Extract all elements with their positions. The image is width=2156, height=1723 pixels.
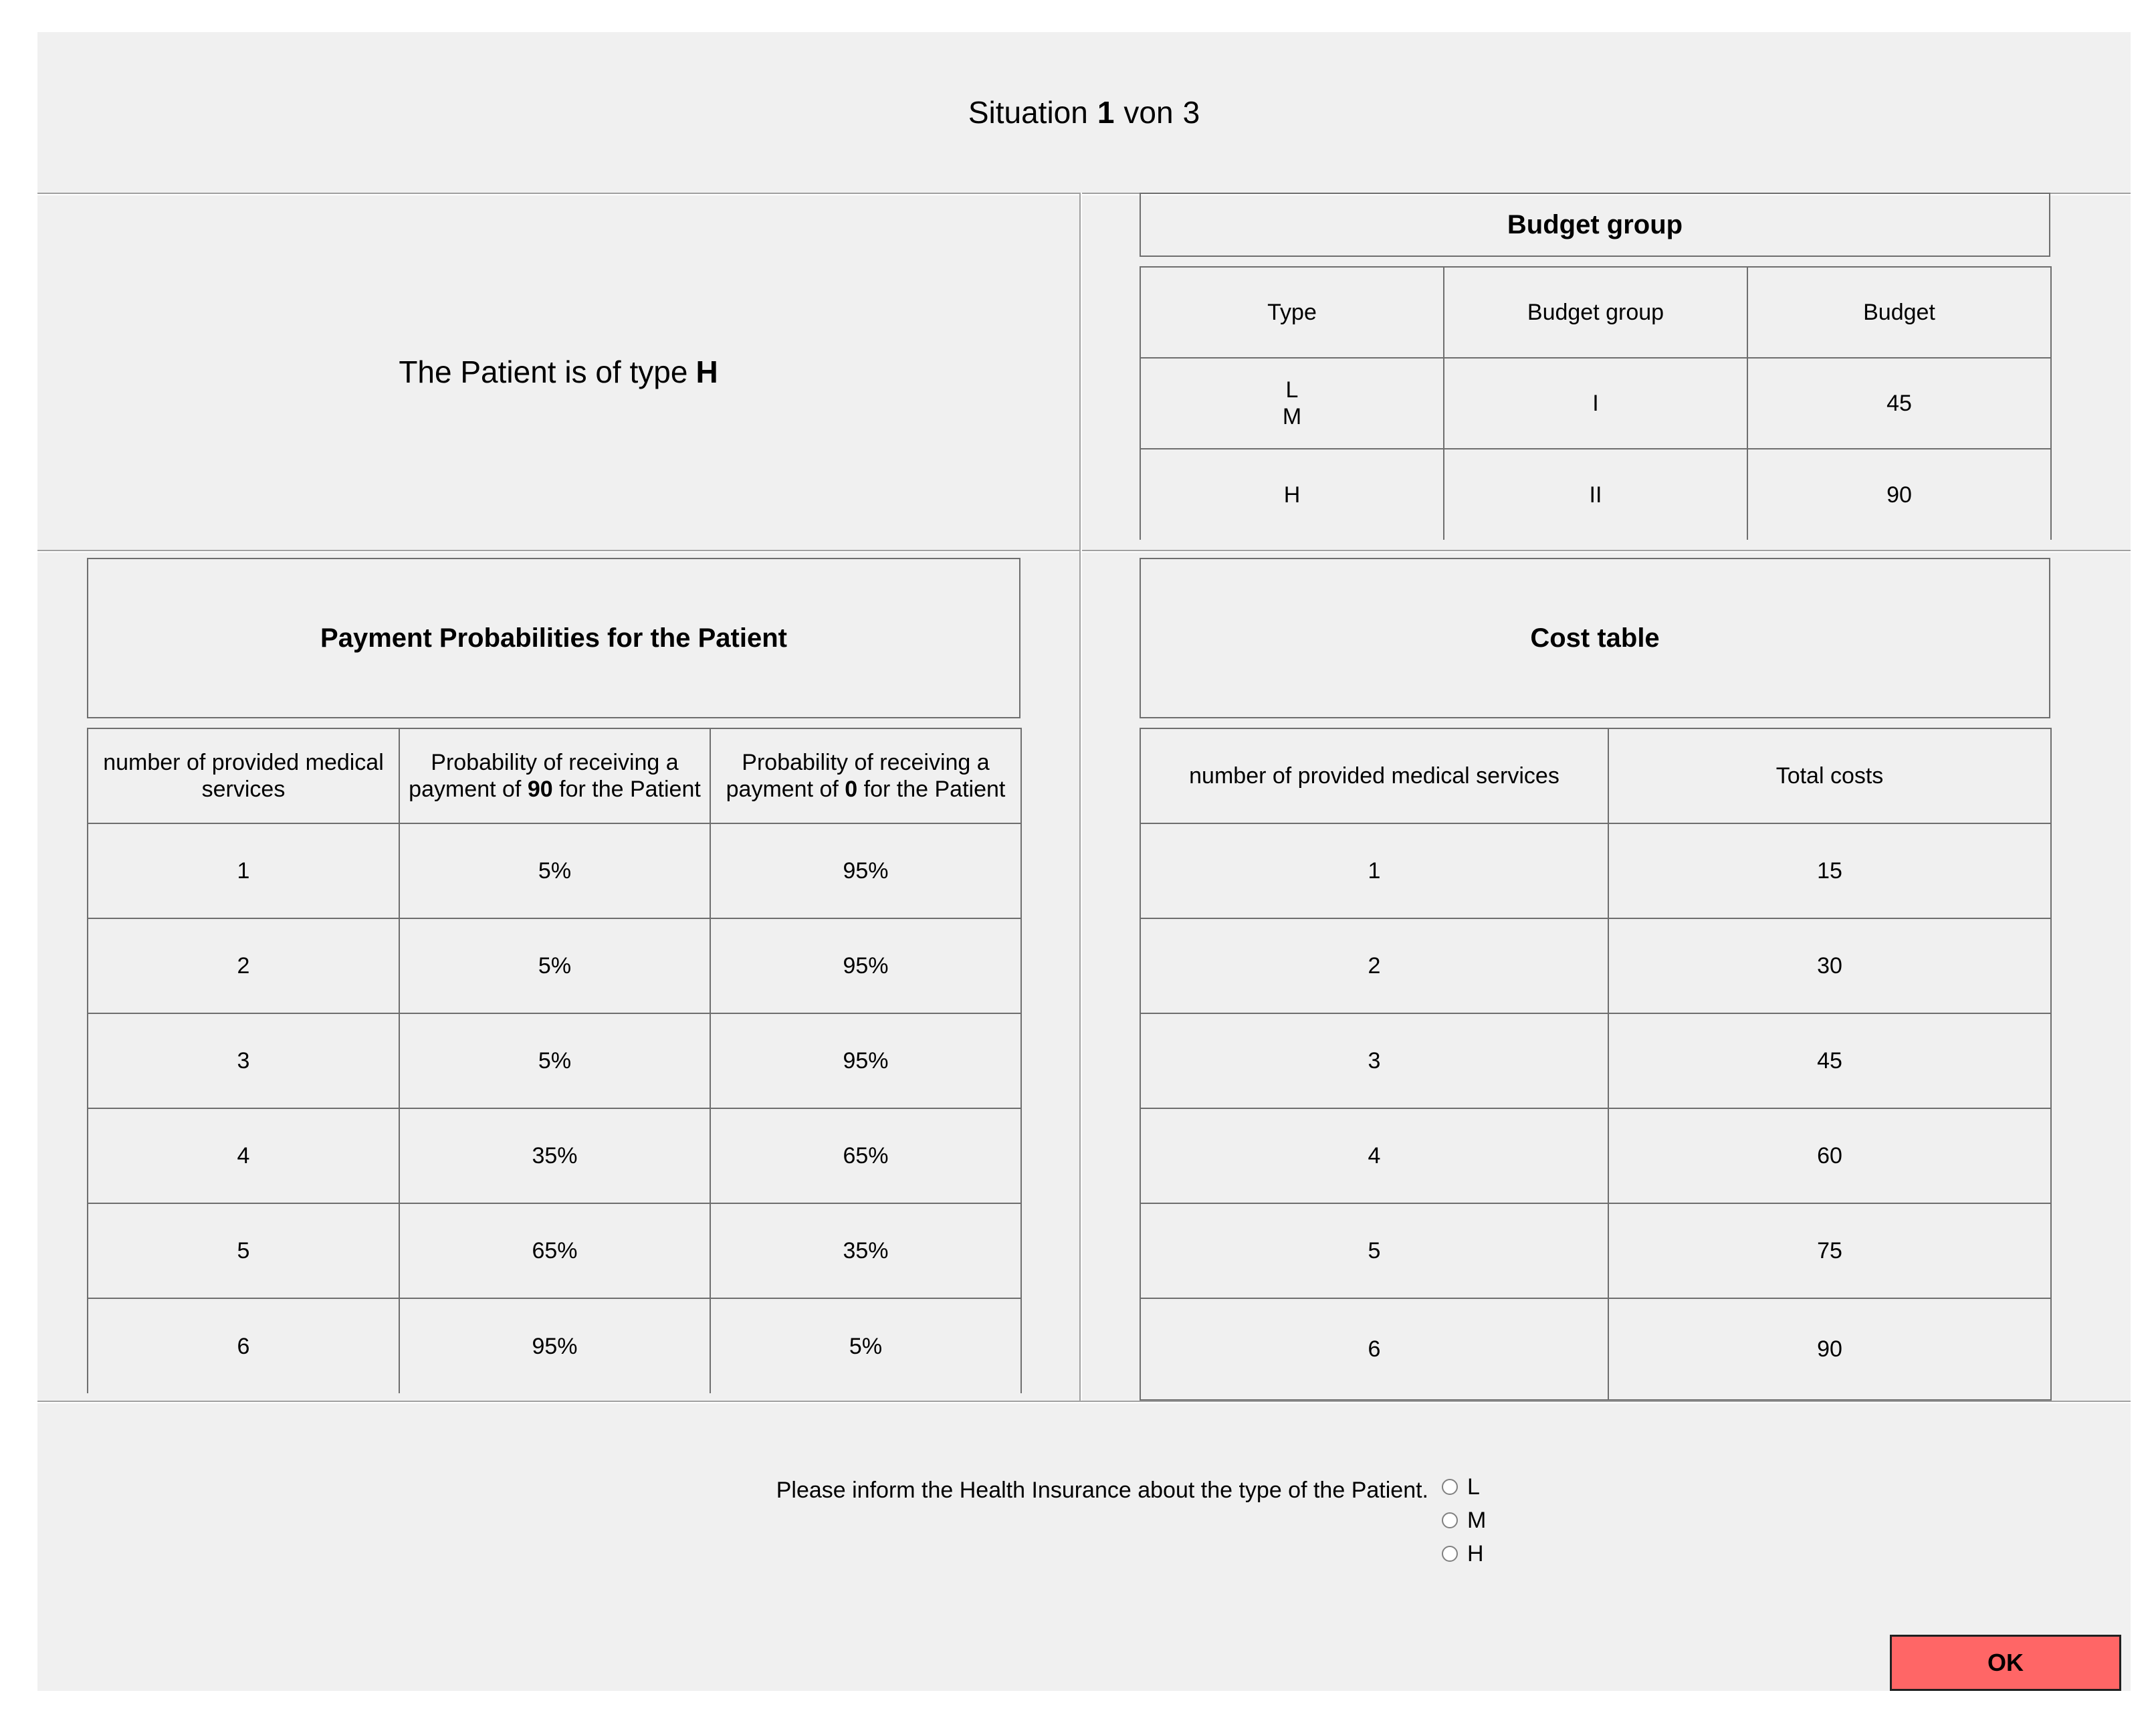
payment-services-cell: 5 xyxy=(88,1203,399,1298)
patient-type-value: H xyxy=(695,354,718,389)
cost-total-cell: 90 xyxy=(1608,1298,2051,1400)
budget-group-title xyxy=(1140,193,2050,257)
cost-row xyxy=(1140,918,2051,1013)
situation-total: 3 xyxy=(1182,95,1200,130)
cost-services-cell: 1 xyxy=(1140,823,1608,918)
experiment-screen xyxy=(37,32,2131,1691)
payment-col3-post: for the Patient xyxy=(863,777,1006,802)
patient-type-label xyxy=(37,193,1079,550)
payment-prob-0-cell: 95% xyxy=(710,823,1021,918)
budget-header-row xyxy=(1140,267,2051,358)
payment-col3-pre: Probability of receiving a payment of xyxy=(726,750,990,802)
radio-l-label[interactable]: L xyxy=(1467,1474,1480,1500)
radio-m-label[interactable]: M xyxy=(1467,1507,1487,1533)
payment-probabilities-table xyxy=(87,728,1022,1393)
budget-col-group: Budget group xyxy=(1444,267,1747,358)
cost-row xyxy=(1140,1013,2051,1108)
budget-group-cell: II xyxy=(1444,449,1747,540)
payment-services-cell: 4 xyxy=(88,1108,399,1203)
payment-prob-0-cell: 95% xyxy=(710,1013,1021,1108)
payment-col2-pre: Probability of receiving a payment of xyxy=(409,750,679,802)
budget-type-l: L xyxy=(1285,377,1299,403)
budget-group-title-text: Budget group xyxy=(1507,209,1683,239)
cost-total-cell: 60 xyxy=(1608,1108,2051,1203)
title-prefix: Situation xyxy=(968,95,1088,130)
cost-header-row xyxy=(1140,728,2051,823)
cost-row xyxy=(1140,1298,2051,1400)
payment-probabilities-title xyxy=(87,558,1020,718)
payment-row xyxy=(88,1013,1021,1108)
cost-services-cell: 3 xyxy=(1140,1013,1608,1108)
payment-col2-post: for the Patient xyxy=(559,777,701,802)
cost-col-total: Total costs xyxy=(1608,728,2051,823)
cost-table xyxy=(1140,728,2052,1401)
budget-row xyxy=(1140,358,2051,449)
cost-services-cell: 5 xyxy=(1140,1203,1608,1298)
budget-value-cell: 45 xyxy=(1747,358,2051,449)
situation-title xyxy=(37,86,2131,139)
payment-services-cell: 1 xyxy=(88,823,399,918)
budget-group-cell: I xyxy=(1444,358,1747,449)
patient-type-text: The Patient is of type xyxy=(399,354,688,389)
payment-row xyxy=(88,1108,1021,1203)
payment-prob-90-cell: 5% xyxy=(399,823,710,918)
divider-vertical xyxy=(1079,193,1082,1401)
radio-h-circle[interactable] xyxy=(1442,1546,1458,1562)
cost-row xyxy=(1140,1108,2051,1203)
payment-services-cell: 2 xyxy=(88,918,399,1013)
payment-prob-0-cell: 35% xyxy=(710,1203,1021,1298)
payment-col-prob-90 xyxy=(399,728,710,823)
budget-row xyxy=(1140,449,2051,540)
title-mid: von xyxy=(1123,95,1174,130)
payment-amount-90: 90 xyxy=(527,777,553,802)
payment-prob-90-cell: 95% xyxy=(399,1298,710,1393)
budget-col-budget: Budget xyxy=(1747,267,2051,358)
payment-services-cell: 6 xyxy=(88,1298,399,1393)
payment-row xyxy=(88,1203,1021,1298)
payment-prob-0-cell: 65% xyxy=(710,1108,1021,1203)
cost-table-title xyxy=(1140,558,2050,718)
payment-title-text: Payment Probabilities for the Patient xyxy=(320,623,787,653)
radio-option-h[interactable] xyxy=(1442,1537,1486,1570)
cost-total-cell: 75 xyxy=(1608,1203,2051,1298)
radio-m-circle[interactable] xyxy=(1442,1512,1458,1528)
type-prompt: Please inform the Health Insurance about the type of the Patient. xyxy=(776,1478,1428,1503)
cost-total-cell: 15 xyxy=(1608,823,2051,918)
cost-services-cell: 6 xyxy=(1140,1298,1608,1400)
situation-current: 1 xyxy=(1097,95,1115,130)
payment-prob-0-cell: 95% xyxy=(710,918,1021,1013)
payment-prob-90-cell: 65% xyxy=(399,1203,710,1298)
payment-col-prob-0 xyxy=(710,728,1021,823)
payment-amount-0: 0 xyxy=(845,777,858,802)
payment-prob-90-cell: 5% xyxy=(399,1013,710,1108)
budget-type-m: M xyxy=(1282,404,1302,429)
payment-row xyxy=(88,823,1021,918)
payment-services-cell: 3 xyxy=(88,1013,399,1108)
budget-type-h: H xyxy=(1140,449,1444,540)
payment-prob-90-cell: 35% xyxy=(399,1108,710,1203)
payment-row xyxy=(88,918,1021,1013)
payment-header-row xyxy=(88,728,1021,823)
cost-total-cell: 30 xyxy=(1608,918,2051,1013)
type-radio-group xyxy=(1442,1470,1486,1570)
budget-types-cell xyxy=(1140,358,1444,449)
budget-value-cell: 90 xyxy=(1747,449,2051,540)
radio-l-circle[interactable] xyxy=(1442,1479,1458,1495)
cost-row xyxy=(1140,1203,2051,1298)
radio-option-l[interactable] xyxy=(1442,1470,1486,1504)
payment-prob-0-cell: 5% xyxy=(710,1298,1021,1393)
cost-services-cell: 2 xyxy=(1140,918,1608,1013)
payment-row xyxy=(88,1298,1021,1393)
radio-h-label[interactable]: H xyxy=(1467,1540,1484,1566)
radio-option-m[interactable] xyxy=(1442,1504,1486,1537)
payment-col-services: number of provided medical services xyxy=(88,728,399,823)
budget-group-table xyxy=(1140,266,2052,540)
payment-prob-90-cell: 5% xyxy=(399,918,710,1013)
divider-bottom xyxy=(37,1401,2131,1403)
ok-button[interactable]: OK xyxy=(1890,1635,2121,1691)
cost-services-cell: 4 xyxy=(1140,1108,1608,1203)
cost-title-text: Cost table xyxy=(1530,623,1660,653)
cost-total-cell: 45 xyxy=(1608,1013,2051,1108)
cost-col-services: number of provided medical services xyxy=(1140,728,1608,823)
cost-row xyxy=(1140,823,2051,918)
budget-col-type: Type xyxy=(1140,267,1444,358)
